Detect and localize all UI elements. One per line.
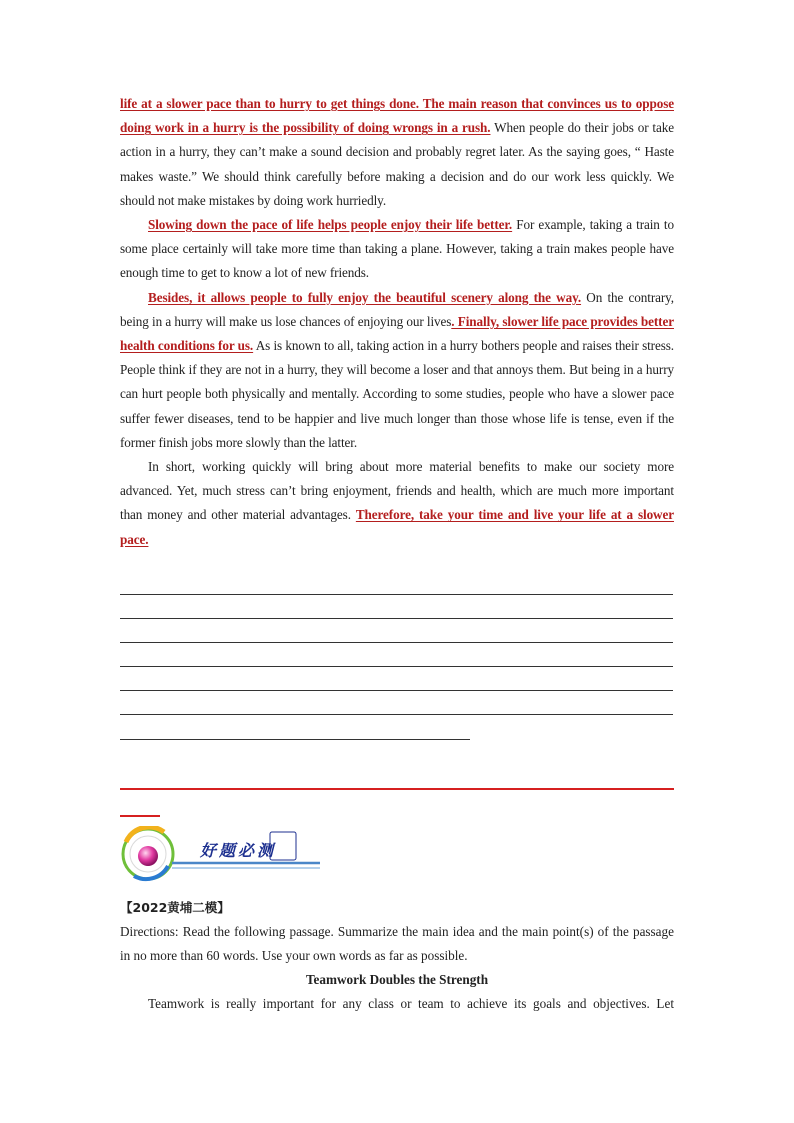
exercise-section bbox=[120, 896, 674, 1016]
answer-line bbox=[120, 594, 673, 595]
highlighted-sentence: Therefore, take your time and live your life at a slower pace. bbox=[120, 507, 674, 547]
essay-paragraph-1 bbox=[120, 92, 674, 213]
section-divider-tail bbox=[120, 815, 160, 817]
passage-title: Teamwork Doubles the Strength bbox=[305, 972, 489, 987]
answer-line bbox=[120, 739, 470, 740]
highlighted-sentence: . Finally, slower life pace provides better health conditions for us. bbox=[120, 313, 674, 354]
body-text: In short, working quickly will bring about more material benefits to make our society more advanced. Yet, much stress can’t bring enjoyment, friends and health, which are much more important than money and other material advantages. bbox=[120, 459, 674, 523]
answer-line bbox=[120, 714, 673, 715]
essay-paragraph-3 bbox=[120, 286, 674, 455]
body-text: On the contrary, being in a hurry will make us lose chances of enjoying our lives bbox=[120, 289, 674, 329]
body-text: When people do their jobs or take action in a hurry, they can’t make a sound decision and probably regret later. As the saying goes, “ Haste makes waste.” We should think carefully before making a decision and do our work less quickly. We should not make mistakes by doing work hurriedly. bbox=[120, 120, 674, 208]
exercise-source-tag: 【2022黄埔二模】 bbox=[120, 900, 230, 915]
highlighted-sentence: Besides, it allows people to fully enjoy the beautiful scenery along the way. bbox=[148, 289, 582, 305]
section-divider bbox=[120, 788, 674, 790]
banner-title: 好题必测 bbox=[200, 841, 277, 860]
essay-body bbox=[120, 92, 674, 552]
passage-first-line: Teamwork is really important for any class or team to achieve its goals and objectives. Let bbox=[148, 996, 674, 1011]
section-banner bbox=[120, 826, 320, 882]
highlighted-sentence: Slowing down the pace of life helps people enjoy their life better. bbox=[148, 217, 513, 233]
answer-line bbox=[120, 690, 673, 691]
body-text: As is known to all, taking action in a hurry bothers people and raises their stress. People think if they are not in a hurry, they will become a loser and that annoys them. But being in a hurry can hurt people both physically and mentally. According to some studies, people who have a slower pace suffer fewer diseases, tend to be happier and live much longer than those whose life is tense, even if the former finish jobs more slowly than the latter. bbox=[120, 338, 674, 450]
answer-line bbox=[120, 642, 673, 643]
answer-line bbox=[120, 666, 673, 667]
body-text: For example, taking a train to some place certainly will take more time than taking a plane. However, taking a train makes people have enough time to get to know a lot of new friends. bbox=[120, 217, 674, 281]
essay-paragraph-2 bbox=[120, 213, 674, 286]
answer-line bbox=[120, 618, 673, 619]
essay-paragraph-4 bbox=[120, 455, 674, 552]
highlighted-sentence: life at a slower pace than to hurry to get things done. The main reason that convinces us to oppose doing work in a hurry is the possibility of doing wrongs in a rush. bbox=[120, 96, 674, 136]
exercise-directions: Directions: Read the following passage. Summarize the main idea and the main point(s) of the passage in no more than 60 words. Use your own words as far as possible. bbox=[120, 924, 674, 963]
